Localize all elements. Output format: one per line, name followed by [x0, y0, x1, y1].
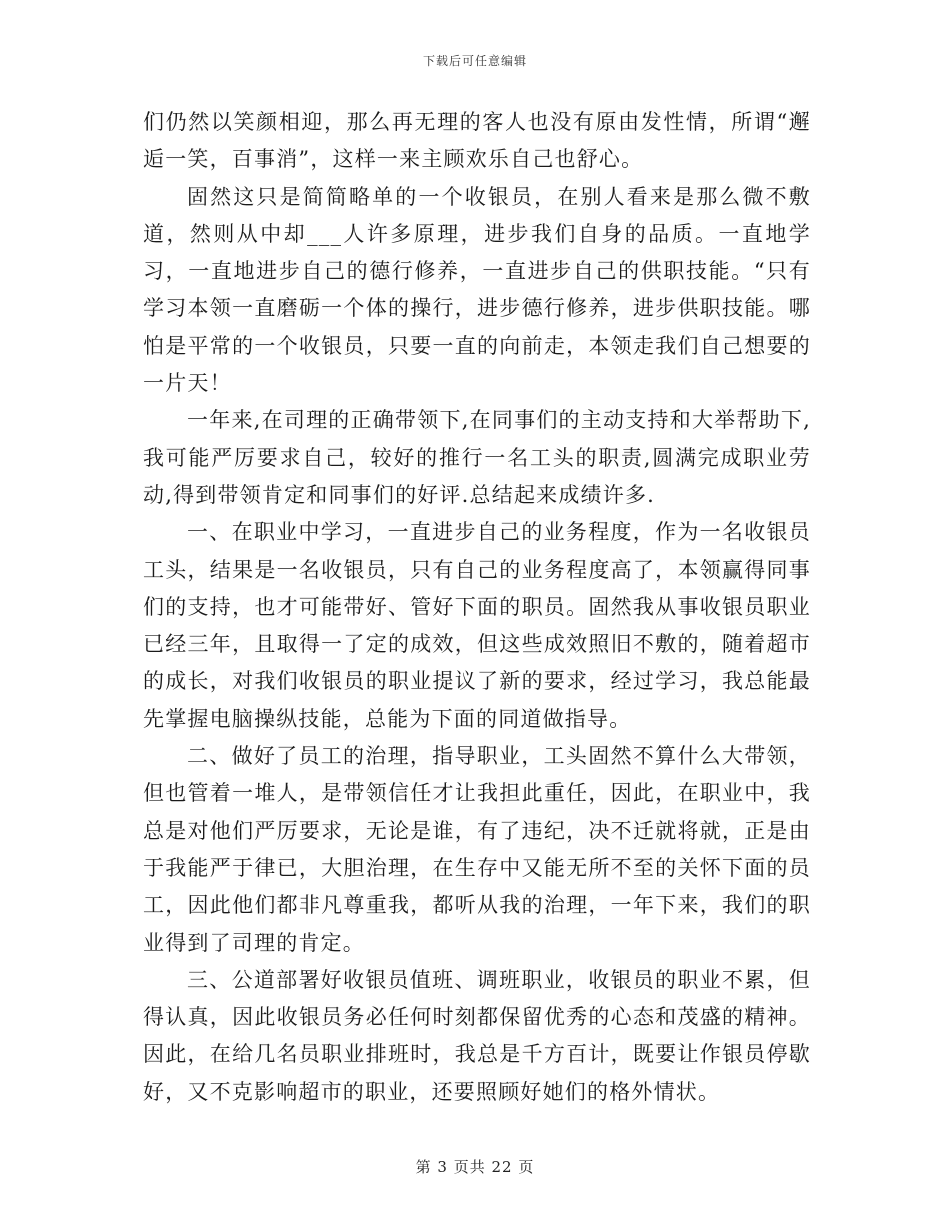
document-body	[143, 104, 811, 1111]
paragraph-continuation: 们仍然以笑颜相迎，那么再无理的客人也没有原由发性情，所谓“邂逅一笑，百事消”，这样一来主顾欢乐自己也舒心。	[143, 110, 811, 172]
paragraph-point-two: 二、做好了员工的治理，指导职业，工头固然不算什么大带领，但也管着一堆人，是带领信任才让我担此重任，因此，在职业中，我总是对他们严厉要求，无论是谁，有了违纪，决不迁就将就，正是由于我能严于律已，大胆治理，在生存中又能无所不至的关怀下面的员工，因此他们都非凡尊重我，都听从我的治理，一年下来，我们的职业得到了司理的肯定。	[143, 744, 811, 955]
paragraph-point-three: 三、公道部署好收银员值班、调班职业，收银员的职业不累，但得认真，因此收银员务必任何时刻都保留优秀的心态和茂盛的精神。因此，在给几名员职业排班时，我总是千方百计，既要让作银员停歇好，又不克影响超市的职业，还要照顾好她们的格外情状。	[143, 967, 811, 1104]
paragraph-year-summary: 一年来,在司理的正确带领下,在同事们的主动支持和大举帮助下,我可能严厉要求自己，较好的推行一名工头的职责,圆满完成职业劳动,得到带领肯定和同事们的好评.总结起来成绩许多.	[143, 408, 811, 507]
paragraph-cashier-quality: 固然这只是简简略单的一个收银员，在别人看来是那么微不敷道，然则从中却___人许多原理，进步我们自身的品质。一直地学习，一直地进步自己的德行修养，一直进步自己的供职技能。“只有学习本领一直磨砺一个体的操行，进步德行修养，进步供职技能。哪怕是平常的一个收银员，只要一直的向前走，本领走我们自己想要的一片天！	[143, 184, 811, 396]
paragraph-point-one: 一、在职业中学习，一直进步自己的业务程度，作为一名收银员工头，结果是一名收银员，只有自己的业务程度高了，本领赢得同事们的支持，也才可能带好、管好下面的职员。固然我从事收银员职业已经三年，且取得一了定的成效，但这些成效照旧不敷的，随着超市的成长，对我们收银员的职业提议了新的要求，经过学习，我总能最先掌握电脑操纵技能，总能为下面的同道做指导。	[143, 520, 811, 731]
page-number: 第 3 页共 22 页	[415, 1158, 535, 1176]
header-note: 下载后可任意编辑	[422, 54, 527, 68]
